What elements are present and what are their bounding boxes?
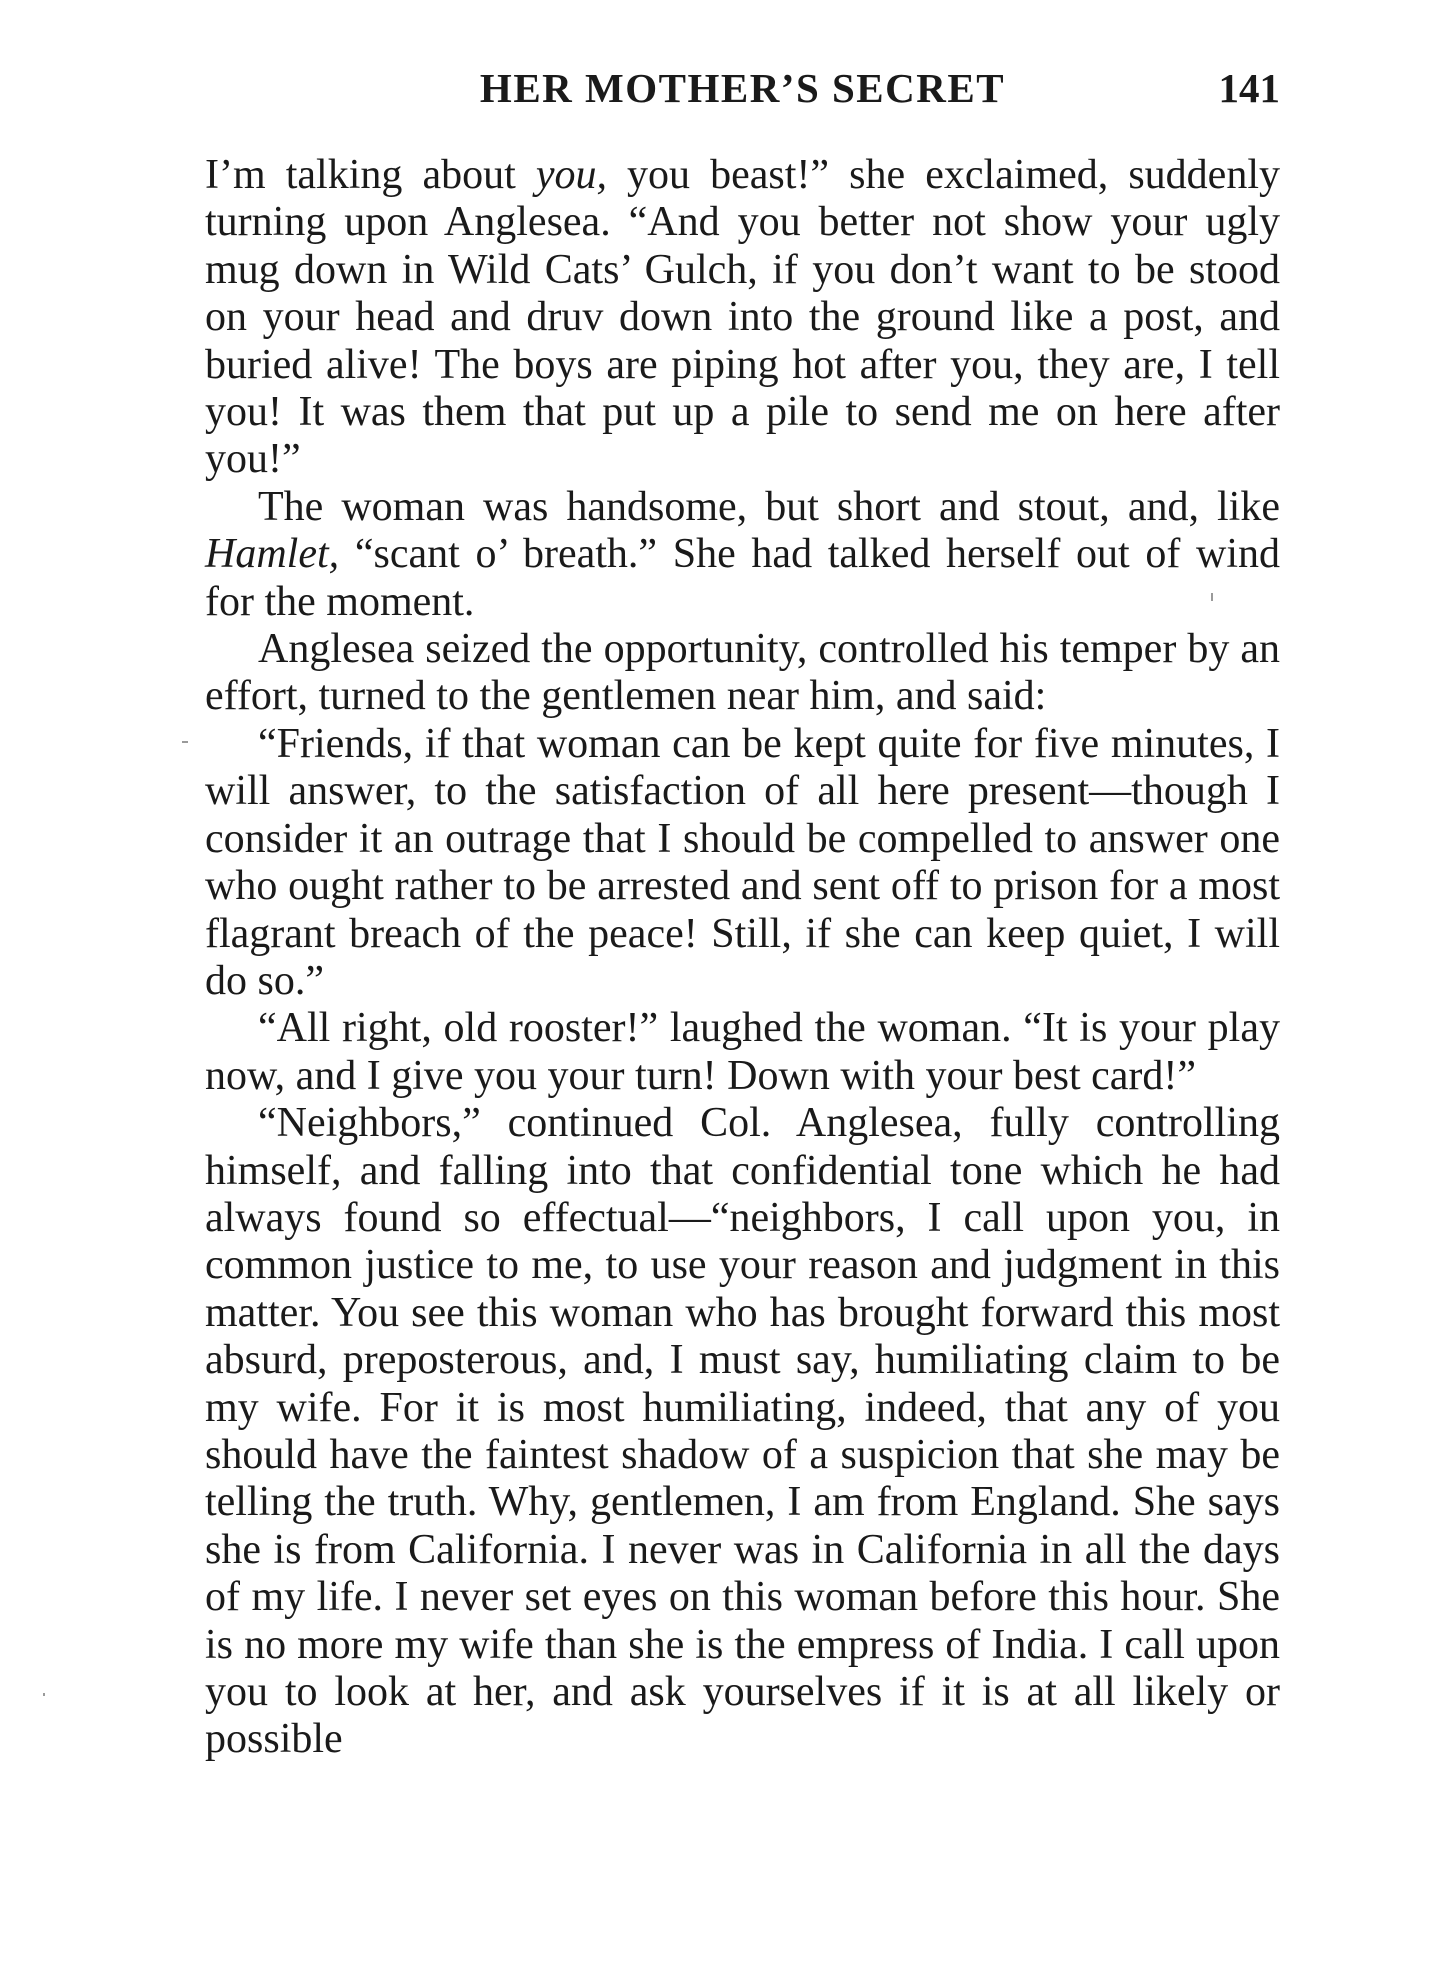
paragraph-1 — [205, 152, 1280, 484]
margin-speck — [43, 1693, 45, 1696]
body-text — [205, 152, 1280, 1764]
paragraph-2 — [205, 484, 1280, 626]
running-head — [205, 60, 1280, 116]
paragraph-5: “All right, old rooster!” laughed the woman. “It is your play now, and I give you your turn! Down with your best card!” — [205, 1005, 1280, 1099]
paragraph-6: “Neighbors,” continued Col. Anglesea, fully controlling himself, and falling into that confidential tone which he had always found so effectual—“neighbors, I call upon you, in common justice to me, to use your reason and judgment in this matter. You see this woman who has brought forward this most absurd, preposterous, and, I must say, humiliating claim to be my wife. For it is most humiliating, indeed, that any of you should have the faintest shadow of a suspicion that she may be telling the truth. Why, gentlemen, I am from England. She says she is from California. I never was in California in all the days of my life. I never set eyes on this woman before this hour. She is no more my wife than she is the empress of India. I call upon you to look at her, and ask yourselves if it is at all likely or possible — [205, 1100, 1280, 1763]
text-run: The woman was handsome, but short and stout, and, like — [258, 483, 1280, 530]
running-title: HER MOTHER’S SECRET — [479, 65, 1006, 111]
text-run: I’m talking about — [205, 152, 536, 198]
paragraph-4: “Friends, if that woman can be kept quite for five minutes, I will answer, to the satisfaction of all here present—though I consider it an outrage that I should be compelled to answer one who ought rather to be arrested and sent off to prison for a most flagrant breach of the peace! Still, if she can keep quiet, I will do so.” — [205, 720, 1280, 1004]
emphasis-you: you, — [535, 152, 607, 198]
text-run: you beast!” she exclaimed, suddenly turning upon Anglesea. “And you better not show your ugly mug down in Wild Cats’ Gulch, if you don’t want to be stood on your head and druv down into the ground like a post, and buried alive! The boys are piping hot after you, they are, I tell you! It was them that put up a pile to send me on here after you!” — [205, 152, 1280, 483]
emphasis-hamlet: Hamlet, — [205, 531, 340, 578]
text-run: “scant o’ breath.” She had talked herself out of wind for the moment. — [205, 531, 1280, 625]
page-number: 141 — [1218, 65, 1280, 111]
margin-speck — [1211, 593, 1213, 601]
margin-speck — [182, 741, 188, 743]
paragraph-3: Anglesea seized the opportunity, controlled his temper by an effort, turned to the gentlemen near him, and said: — [205, 626, 1280, 720]
